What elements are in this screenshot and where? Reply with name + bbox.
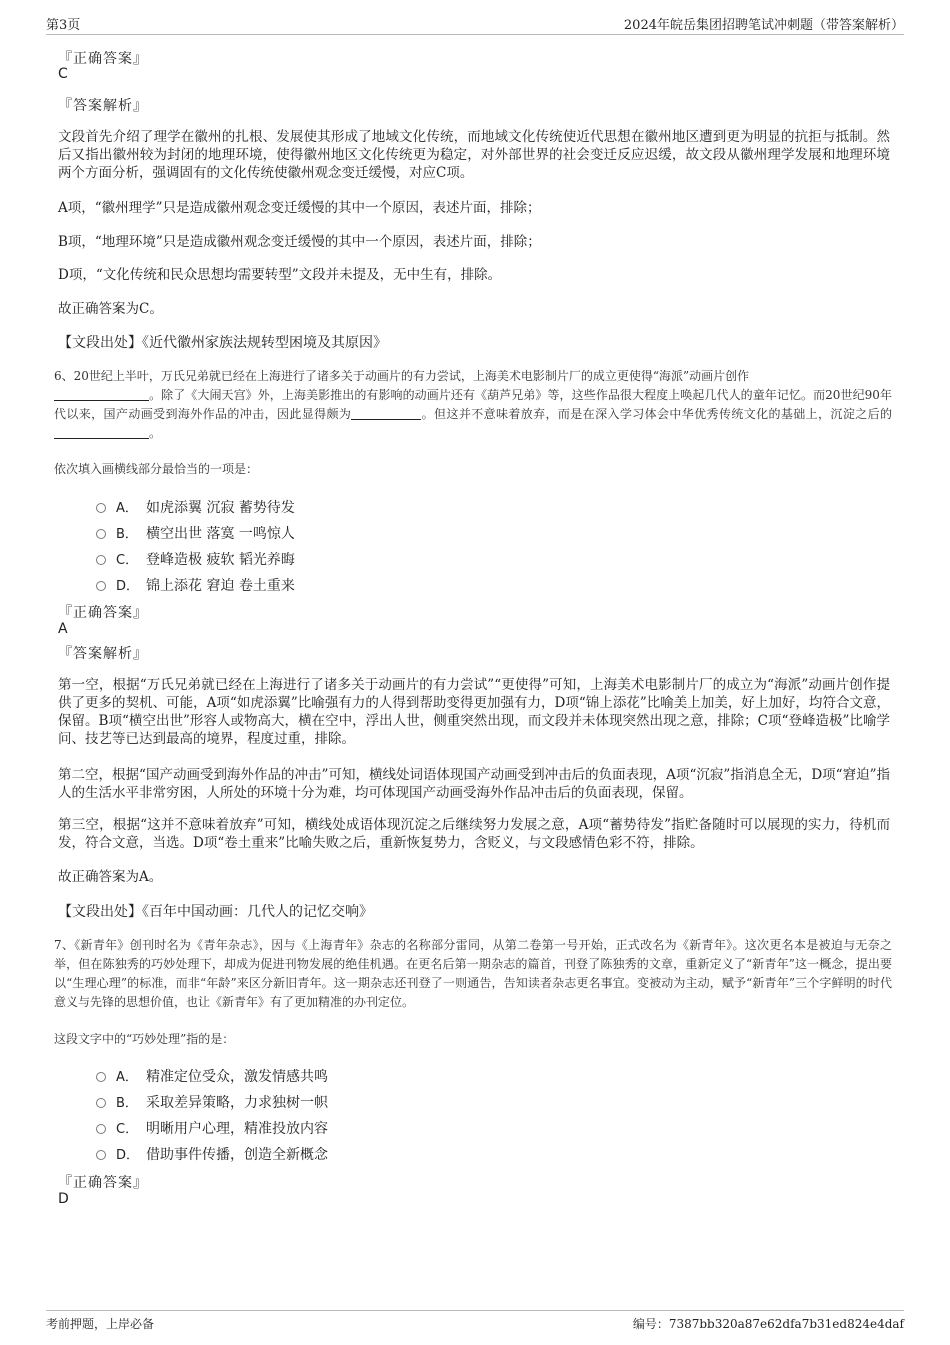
page-number: 第3页 <box>46 18 81 33</box>
option-text: 锦上添花 窘迫 卷土重来 <box>146 578 295 594</box>
radio-icon[interactable] <box>96 1098 106 1108</box>
radio-icon[interactable] <box>96 503 106 513</box>
q6-text-part: 。 <box>149 426 162 440</box>
q6-analysis-p4 <box>58 868 890 886</box>
radio-icon[interactable] <box>96 529 106 539</box>
radio-icon[interactable] <box>96 1150 106 1160</box>
q5-analysis-p2 <box>58 199 890 217</box>
q6-text-part: 。但这并不意味着放弃，而是在深入学习体会中华优秀传统文化的基础上，沉淀之后的 <box>421 407 892 421</box>
option-text: 采取差异策略，力求独树一帜 <box>146 1095 328 1111</box>
document-code: 编号：7387bb320a87e62dfa7b31ed824e4daf <box>632 1317 904 1331</box>
q6-option-c[interactable] <box>96 549 295 569</box>
q7-text: 7、《新青年》创刊时名为《青年杂志》，因与《上海青年》杂志的名称部分雷同，从第二卷第一号开始，正式改名为《新青年》。这次更名本是被迫与无奈之举，但在陈独秀的巧妙处理下，却成为促进刊物发展的绝佳机遇。在更名后第一期杂志的篇首，刊登了陈独秀的文章，重新定义了“新青年”这一概念，提出要以“生理心理”的标准，而非“年龄”来区分新旧青年。这一期杂志还刊登了一则通告，告知读者杂志更名事宜。变被动为主动，赋予“新青年”三个字鲜明的时代意义与先锋的思想价值，也让《新青年》有了更加精准的办刊定位。 <box>54 938 892 1009</box>
q6-source <box>58 901 373 921</box>
radio-icon[interactable] <box>96 1124 106 1134</box>
blank-3 <box>54 425 149 439</box>
q6-conclusion: 故正确答案为A。 <box>58 869 163 885</box>
q6-analysis-label: 『答案解析』 <box>58 646 148 662</box>
q6-analysis-text: 第三空，根据“这并不意味着放弃”可知，横线处成语体现沉淀之后继续努力发展之意，A项“蓄势待发”指贮备随时可以展现的实力，待机而发，符合文意，当选。D项“卷土重来”比喻失败之后，重新恢复势力，含贬义，与文段感情色彩不符，排除。 <box>58 817 890 851</box>
option-letter: C． <box>116 553 139 568</box>
q5-correct-label: 『正确答案』 <box>58 51 148 67</box>
q5-source <box>58 332 387 352</box>
option-letter: A． <box>116 1070 138 1085</box>
option-text: 横空出世 落寞 一鸣惊人 <box>146 526 295 542</box>
option-text: 精准定位受众，激发情感共鸣 <box>146 1069 328 1085</box>
q7-option-a[interactable] <box>96 1066 328 1086</box>
source-title: 《百年中国动画：几代人的记忆交响》 <box>142 904 373 920</box>
q5-analysis-p1 <box>58 128 890 182</box>
q6-text-part: 6、20世纪上半叶，万氏兄弟就已经在上海进行了诸多关于动画片的有力尝试，上海美术电影制片厂的成立更使得“海派”动画片创作 <box>54 369 750 383</box>
q6-analysis-text: 第二空，根据“国产动画受到海外作品的冲击”可知，横线处词语体现国产动画受到冲击后的负面表现，A项“沉寂”指消息全无，D项“窘迫”指人的生活水平非常穷困，人所处的环境十分为难，均可体现国产动画受海外作品冲击后的负面表现，保留。 <box>58 767 890 801</box>
radio-icon[interactable] <box>96 581 106 591</box>
option-letter: B． <box>116 527 138 542</box>
q5-analysis-label: 『答案解析』 <box>58 98 148 114</box>
option-letter: D． <box>116 1148 140 1163</box>
option-text: 如虎添翼 沉寂 蓄势待发 <box>146 500 295 516</box>
q6-text-part: 。除了《大闹天宫》外，上海美影推出的有影响的动画片还有《葫芦兄弟》等，这些作品很大程度上唤起几代人的童年记忆。而20世纪90年代以来，国产动画受到海外作品的冲击，因此显得颇为 <box>54 388 892 421</box>
q5-analysis-text: A项，“徽州理学”只是造成徽州观念变迁缓慢的其中一个原因，表述片面，排除； <box>58 200 541 216</box>
q5-analysis-text: D项，“文化传统和民众思想均需要转型”文段并未提及，无中生有，排除。 <box>58 267 502 283</box>
q5-conclusion: 故正确答案为C。 <box>58 301 163 317</box>
blank-1 <box>54 387 149 401</box>
q5-answer: C <box>58 66 68 82</box>
q7-option-b[interactable] <box>96 1092 328 1112</box>
q7-stem <box>54 936 892 1012</box>
document-title: 2024年皖岳集团招聘笔试冲刺题（带答案解析） <box>623 18 904 33</box>
option-text: 登峰造极 疲软 韬光养晦 <box>146 552 295 568</box>
q5-analysis-p4 <box>58 266 890 284</box>
q5-analysis-text: B项，“地理环境”只是造成徽州观念变迁缓慢的其中一个原因，表述片面，排除； <box>58 234 541 250</box>
q6-option-d[interactable] <box>96 575 295 595</box>
q5-analysis-text: 文段首先介绍了理学在徽州的扎根、发展使其形成了地域文化传统，而地域文化传统使近代思想在徽州地区遭到更为明显的抗拒与抵制。然后又指出徽州较为封闭的地理环境，使得徽州地区文化传统更为稳定，对外部世界的社会变迁反应迟缓，故文段从徽州理学发展和地理环境两个方面分析，强调固有的文化传统使徽州观念变迁缓慢，对应C项。 <box>58 129 890 181</box>
q6-correct-label: 『正确答案』 <box>58 605 148 621</box>
q6-option-a[interactable] <box>96 497 295 517</box>
q6-prompt: 依次填入画横线部分最恰当的一项是： <box>54 462 259 476</box>
q5-analysis-p5 <box>58 300 890 318</box>
q7-option-d[interactable] <box>96 1144 328 1164</box>
page-footer <box>46 1310 904 1337</box>
q7-correct-label: 『正确答案』 <box>58 1175 148 1191</box>
q6-option-b[interactable] <box>96 523 295 543</box>
option-letter: C． <box>116 1122 139 1137</box>
page-header <box>46 12 904 35</box>
option-letter: B． <box>116 1096 138 1111</box>
footer-slogan: 考前押题，上岸必备 <box>46 1317 155 1331</box>
source-title: 《近代徽州家族法规转型困境及其原因》 <box>142 335 387 351</box>
q6-analysis-p2 <box>58 766 890 802</box>
q5-analysis-p3 <box>58 233 890 251</box>
radio-icon[interactable] <box>96 555 106 565</box>
q6-analysis-text: 第一空，根据“万氏兄弟就已经在上海进行了诸多关于动画片的有力尝试”“更使得”可知，上海美术电影制片厂的成立为“海派”动画片创作提供了更多的契机、可能，A项“如虎添翼”比喻强有力的人得到帮助变得更加强有力，D项“锦上添花”比喻美上加美，好上加好，均符合文意，保留。B项“横空出世”形容人或物高大，横在空中，浮出人世，侧重突然出现，而文段并未体现突然出现之意，排除；C项“登峰造极”比喻学问、技艺等已达到最高的境界，程度过重，排除。 <box>58 677 890 747</box>
q6-answer: A <box>58 621 68 637</box>
q7-option-c[interactable] <box>96 1118 328 1138</box>
source-label: 【文段出处】 <box>58 335 142 351</box>
radio-icon[interactable] <box>96 1072 106 1082</box>
q7-prompt: 这段文字中的“巧妙处理”指的是： <box>54 1032 235 1046</box>
q6-stem <box>54 367 892 443</box>
option-letter: D． <box>116 579 140 594</box>
option-letter: A． <box>116 501 138 516</box>
q6-text <box>54 367 892 443</box>
q7-answer: D <box>58 1191 69 1207</box>
q6-analysis-p1 <box>58 676 890 748</box>
q6-analysis-p3 <box>58 816 890 852</box>
source-label: 【文段出处】 <box>58 904 142 920</box>
blank-2 <box>351 406 421 420</box>
option-text: 借助事件传播，创造全新概念 <box>146 1147 328 1163</box>
option-text: 明晰用户心理，精准投放内容 <box>146 1121 328 1137</box>
